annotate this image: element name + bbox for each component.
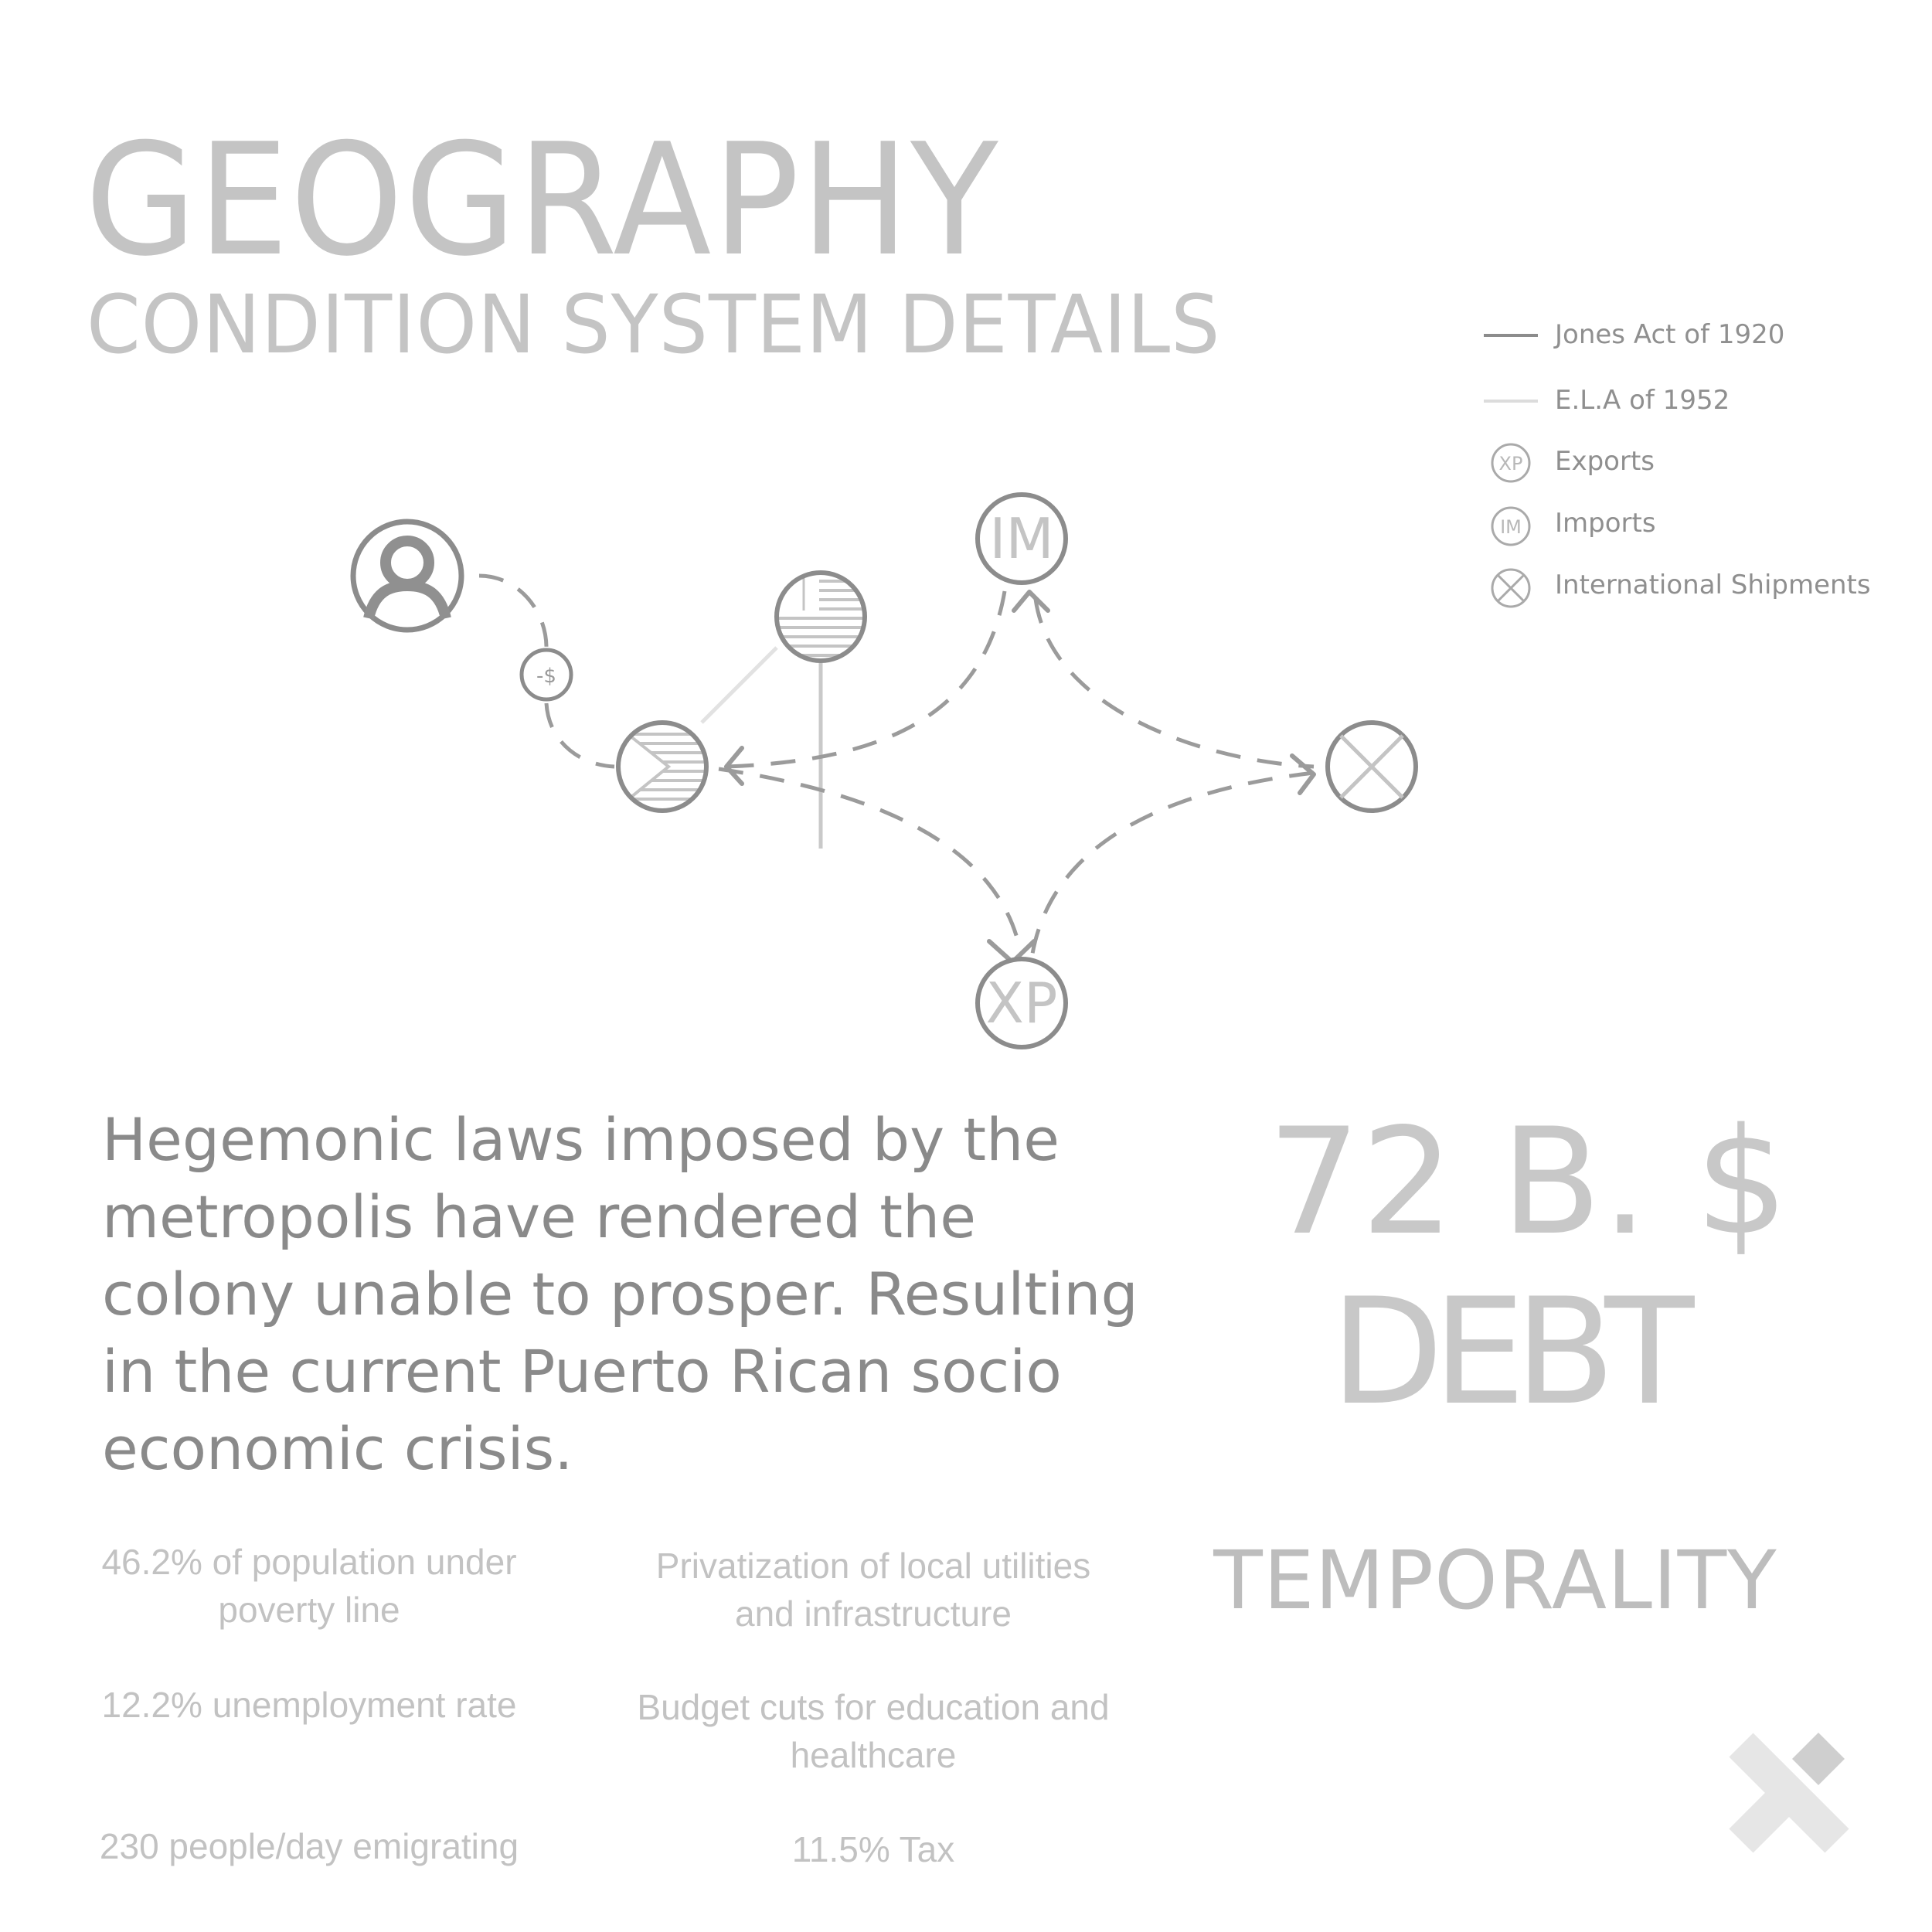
legend-label: International Shipments <box>1555 570 1871 600</box>
shipments-node <box>1328 723 1416 811</box>
ela-connection <box>702 648 777 723</box>
imports-to-shipments-flow <box>1036 599 1314 767</box>
page-subtitle: CONDITION SYSTEM DETAILS <box>87 277 1221 372</box>
crisis-statement: Hegemonic laws imposed by the metropolis have rendered the colony unable to prosper. Resulting in the current Puerto Rican socio economic crisis. <box>102 1105 1138 1483</box>
legend-label: Jones Act of 1920 <box>1555 319 1785 350</box>
tax-label: -$ <box>536 665 556 688</box>
debt-amount: 72 B. $ <box>1267 1097 1789 1267</box>
fact-emigration: 230 people/day emigrating <box>99 1826 519 1866</box>
legend-label: Exports <box>1555 446 1655 477</box>
debt-label: DEBT <box>1330 1267 1684 1437</box>
person-to-tax-flow <box>479 576 546 649</box>
usa-node <box>773 572 869 665</box>
fact-tax: 11.5% Tax <box>791 1829 955 1869</box>
fact-unemployment: 12.2% unemployment rate <box>101 1685 517 1725</box>
svg-text:XP: XP <box>1498 453 1523 474</box>
person-node <box>353 522 461 630</box>
temporality-heading: TEMPORALITY <box>1213 1533 1777 1628</box>
exports-label: XP <box>985 971 1058 1036</box>
arrow-to-imports-icon <box>1014 592 1048 611</box>
exports-node <box>978 959 1066 1047</box>
page-title: GEOGRAPHY <box>85 111 1000 291</box>
legend-label: E.L.A of 1952 <box>1555 385 1730 416</box>
tax-to-pr-flow <box>546 703 614 767</box>
svg-text:IM: IM <box>1500 516 1522 538</box>
legend-label: Imports <box>1555 508 1656 539</box>
fact-poverty: 46.2% of population under poverty line <box>101 1542 517 1630</box>
fact-budget-cuts: Budget cuts for education and healthcare <box>637 1687 1110 1775</box>
pr-node <box>614 719 715 815</box>
tax-node <box>522 650 571 699</box>
imports-node <box>978 495 1066 583</box>
shipments-to-exports-flow <box>1032 773 1314 958</box>
pr-to-exports-flow <box>719 769 1020 951</box>
x-logo-icon <box>1727 1731 1851 1855</box>
imports-label: IM <box>989 506 1054 571</box>
fact-privatization: Privatization of local utilities and infrastructure <box>655 1546 1091 1634</box>
